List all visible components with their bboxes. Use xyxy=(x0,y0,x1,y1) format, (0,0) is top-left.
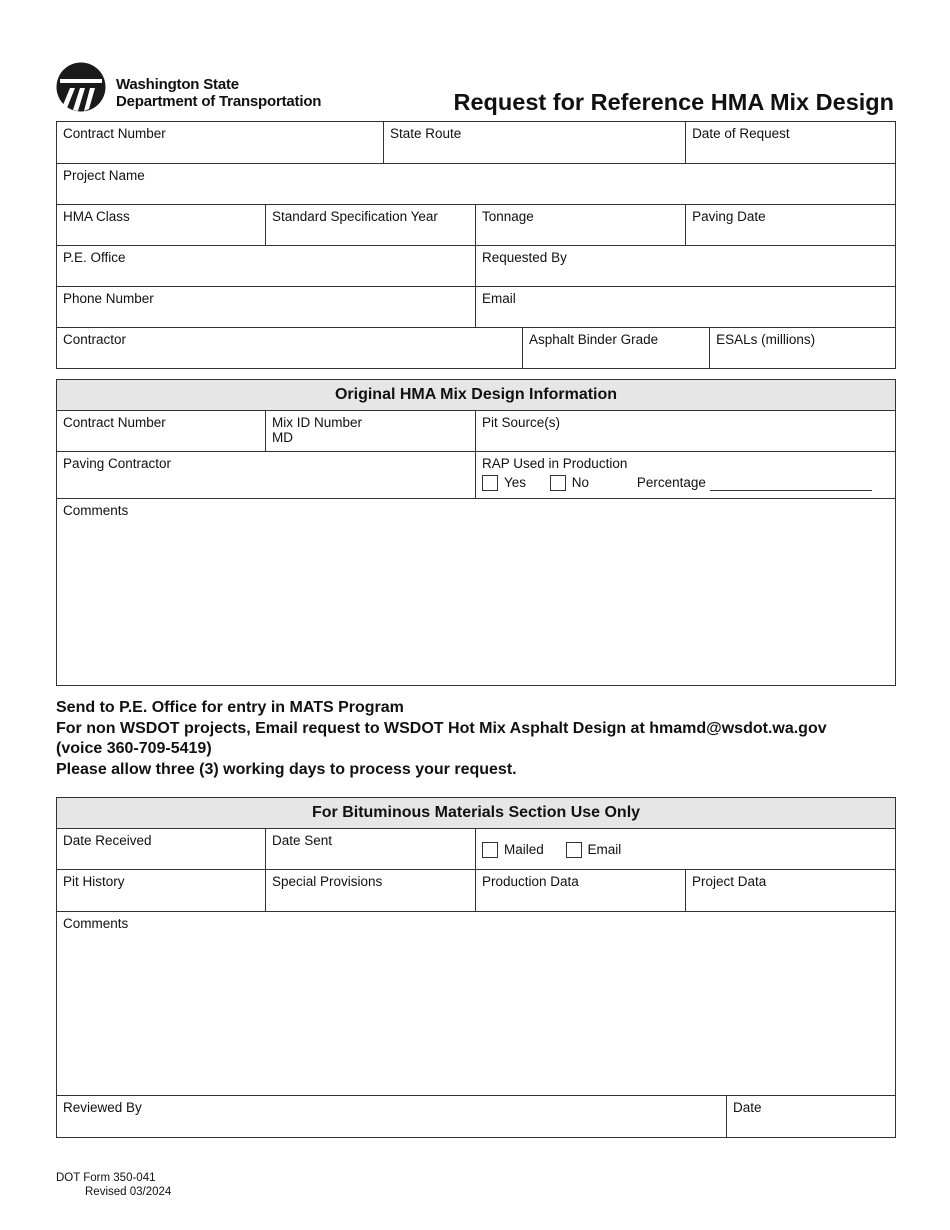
original-comments-label: Comments xyxy=(63,503,129,518)
pit-history-field[interactable] xyxy=(57,870,266,912)
email-label: Email xyxy=(482,291,516,306)
mailed-label: Mailed xyxy=(504,842,544,857)
send-method-field xyxy=(476,829,896,870)
orig-contract-number-label: Contract Number xyxy=(63,415,166,430)
mix-id-prefix: MD xyxy=(272,430,293,445)
hma-class-label: HMA Class xyxy=(63,209,130,224)
wsdot-logo-icon xyxy=(56,62,106,112)
paving-contractor-field[interactable] xyxy=(57,452,476,499)
requested-by-field[interactable] xyxy=(476,246,896,287)
project-info-table xyxy=(56,121,896,369)
reviewed-by-field[interactable] xyxy=(57,1096,727,1138)
instructions xyxy=(56,698,827,780)
project-name-label: Project Name xyxy=(63,168,145,183)
project-data-label: Project Data xyxy=(692,874,767,889)
pe-office-field[interactable] xyxy=(57,246,476,287)
tonnage-label: Tonnage xyxy=(482,209,534,224)
tonnage-field[interactable] xyxy=(476,205,686,246)
requested-by-label: Requested By xyxy=(482,250,567,265)
mix-id-number-field[interactable] xyxy=(266,411,476,452)
date-received-field[interactable] xyxy=(57,829,266,870)
review-date-label: Date xyxy=(733,1100,762,1115)
bituminous-comments-field[interactable] xyxy=(57,912,896,1096)
form-title: Request for Reference HMA Mix Design xyxy=(453,89,894,115)
rap-no-checkbox[interactable] xyxy=(550,475,566,491)
rap-yes-checkbox[interactable] xyxy=(482,475,498,491)
date-of-request-field[interactable] xyxy=(686,122,896,164)
rap-yes-label: Yes xyxy=(504,475,527,490)
asphalt-binder-grade-label: Asphalt Binder Grade xyxy=(529,332,659,347)
percentage-label: Percentage xyxy=(636,475,706,490)
standard-spec-year-field[interactable] xyxy=(266,205,476,246)
paving-date-field[interactable] xyxy=(686,205,896,246)
contractor-field[interactable] xyxy=(57,328,523,369)
contract-number-field[interactable] xyxy=(57,122,384,164)
special-provisions-label: Special Provisions xyxy=(272,874,383,889)
agency-line-2: Department of Transportation xyxy=(116,93,322,110)
esals-label: ESALs (millions) xyxy=(716,332,816,347)
original-mix-table xyxy=(56,379,896,686)
percentage-input[interactable] xyxy=(710,477,872,491)
mix-id-number-label: Mix ID Number xyxy=(272,415,363,430)
rap-used-field xyxy=(476,452,896,499)
project-name-field[interactable] xyxy=(57,164,896,205)
project-data-field[interactable] xyxy=(686,870,896,912)
note-line-3: (voice 360-709-5419) xyxy=(56,740,212,757)
note-line-4: Please allow three (3) working days to process your request. xyxy=(56,760,517,778)
email-checkbox[interactable] xyxy=(566,842,582,858)
pit-sources-label: Pit Source(s) xyxy=(482,415,561,430)
esals-field[interactable] xyxy=(710,328,896,369)
rap-no-label: No xyxy=(571,475,590,490)
special-provisions-field[interactable] xyxy=(266,870,476,912)
bituminous-comments-label: Comments xyxy=(63,916,129,931)
form-number: DOT Form 350-041 xyxy=(56,1172,156,1184)
contract-number-label: Contract Number xyxy=(63,126,166,141)
phone-number-label: Phone Number xyxy=(63,291,154,306)
asphalt-binder-grade-field[interactable] xyxy=(523,328,710,369)
contractor-label: Contractor xyxy=(63,332,127,347)
date-received-label: Date Received xyxy=(63,833,152,848)
production-data-label: Production Data xyxy=(482,874,579,889)
revised-date: Revised 03/2024 xyxy=(85,1186,172,1198)
phone-number-field[interactable] xyxy=(57,287,476,328)
note-line-1: Send to P.E. Office for entry in MATS Program xyxy=(56,699,404,716)
date-sent-field[interactable] xyxy=(266,829,476,870)
pe-office-label: P.E. Office xyxy=(63,250,126,265)
review-date-field[interactable] xyxy=(727,1096,896,1138)
pit-history-label: Pit History xyxy=(63,874,125,889)
date-sent-label: Date Sent xyxy=(272,833,333,848)
email-method-label: Email xyxy=(587,842,622,857)
original-comments-field[interactable] xyxy=(57,499,896,686)
state-route-label: State Route xyxy=(390,126,462,141)
production-data-field[interactable] xyxy=(476,870,686,912)
rap-used-label: RAP Used in Production xyxy=(482,456,628,471)
state-route-field[interactable] xyxy=(384,122,686,164)
original-mix-header: Original HMA Mix Design Information xyxy=(57,380,896,411)
orig-contract-number-field[interactable] xyxy=(57,411,266,452)
bituminous-header: For Bituminous Materials Section Use Only xyxy=(57,798,896,829)
paving-date-label: Paving Date xyxy=(692,209,766,224)
paving-contractor-label: Paving Contractor xyxy=(63,456,172,471)
date-of-request-label: Date of Request xyxy=(692,126,790,141)
note-line-2: For non WSDOT projects, Email request to WSDOT Hot Mix Asphalt Design at hmamd@wsdot.wa.gov xyxy=(56,719,827,737)
pit-sources-field[interactable] xyxy=(476,411,896,452)
email-field[interactable] xyxy=(476,287,896,328)
standard-spec-year-label: Standard Specification Year xyxy=(272,209,438,224)
agency-line-1: Washington State xyxy=(116,76,239,93)
reviewed-by-label: Reviewed By xyxy=(63,1100,142,1115)
mailed-checkbox[interactable] xyxy=(482,842,498,858)
wsdot-logo xyxy=(56,62,376,114)
form-footer xyxy=(56,1171,171,1199)
hma-class-field[interactable] xyxy=(57,205,266,246)
bituminous-table xyxy=(56,797,896,1138)
